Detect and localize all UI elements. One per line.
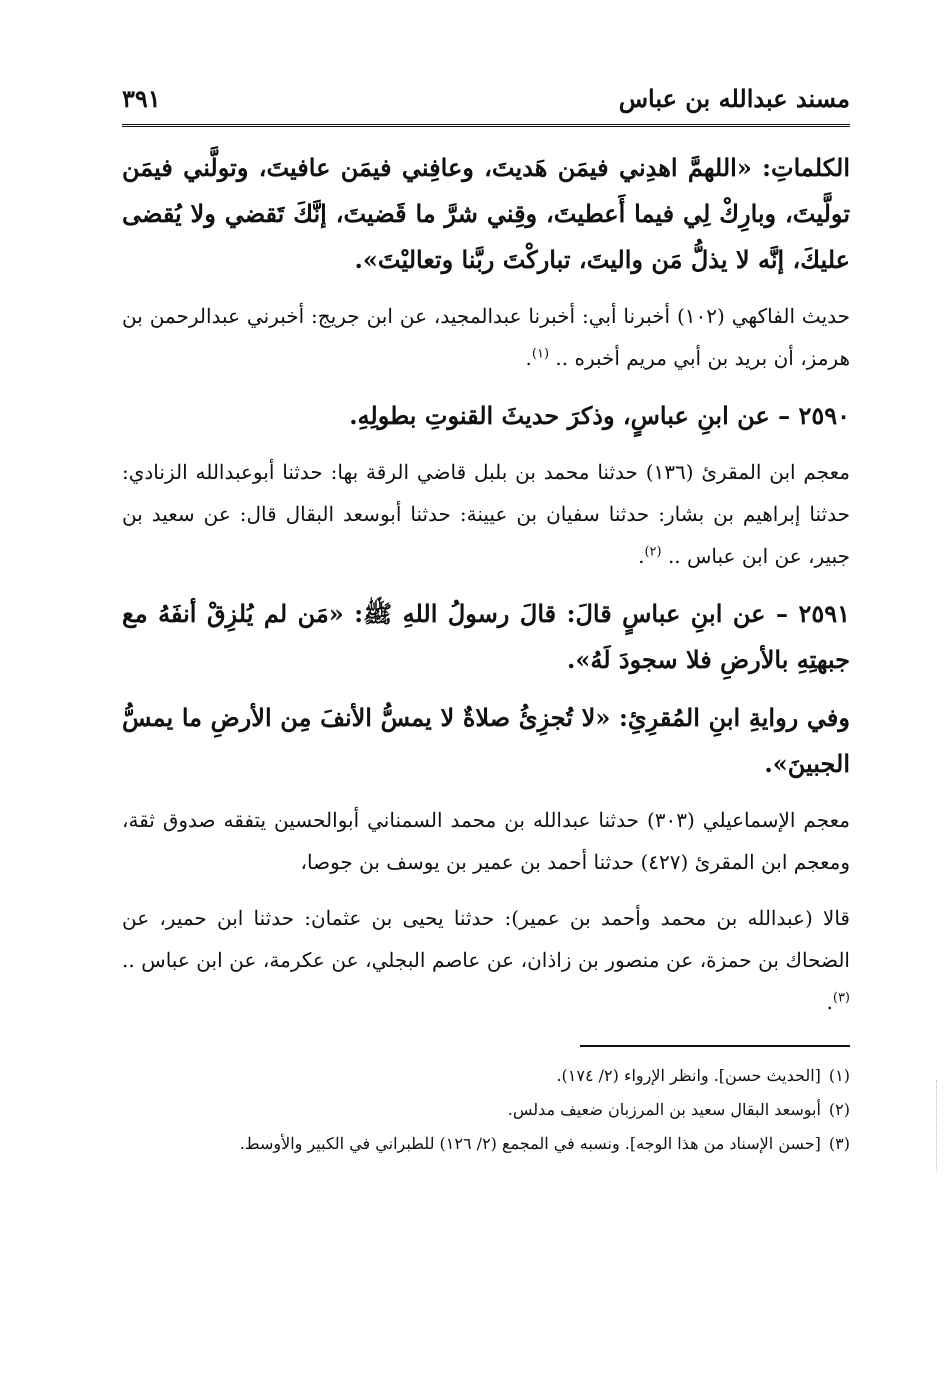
footnote-ref: (٢) xyxy=(644,544,662,560)
footnote-item xyxy=(122,1127,850,1161)
paragraph-dua-text xyxy=(122,145,850,283)
footnote-marker: (٣) xyxy=(828,1134,850,1153)
footnote-text: أبوسعد البقال سعيد بن المرزبان ضعيف مدلس. xyxy=(507,1100,821,1119)
footnote-ref: (٣) xyxy=(832,990,850,1006)
paragraph-source-ismaili xyxy=(122,799,850,883)
footnote-marker: (٢) xyxy=(828,1100,850,1119)
paragraph-text: وفي روايةِ ابنِ المُقرِئِ: «لا تُجزِئُ صلاةٌ لا يمسُّ الأنفَ مِن الأرضِ ما يمسُّ الجبينَ». xyxy=(122,703,850,778)
footnote-item xyxy=(122,1059,850,1093)
footnote-text: [حسن الإسناد من هذا الوجه]. ونسبه في المجمع (٢/ ١٢٦) للطبراني في الكبير والأوسط. xyxy=(239,1134,821,1153)
paragraph-source-muqri: معجم ابن المقرئ (١٣٦) حدثنا محمد بن بلبل قاضي الرقة بها: حدثنا أبوعبدالله الزنادي: حدثنا إبراهيم بن بشار: حدثنا سفيان بن عيينة: حدثنا أبوسعد البقال قال: عن سعيد بن جبير، عن ابن عباس .. $^{(٢)}$. xyxy=(122,460,850,568)
paragraph-text: حديث الفاكهي (١٠٢) أخبرنا أبي: أخبرنا عبدالمجيد، عن ابن جريج: أخبرني عبدالرحمن بن هرمز، أن بريد بن أبي مريم أخبره .. xyxy=(122,304,850,370)
footnotes xyxy=(122,1059,850,1161)
book-title: مسند عبدالله بن عباس xyxy=(618,84,850,113)
book-page xyxy=(122,78,850,1161)
paragraph-isnad: قالا (عبدالله بن محمد وأحمد بن عمير): حدثنا يحيى بن عثمان: حدثنا ابن حمير، عن الضحاك بن حمزة، عن منصور بن زاذان، عن عاصم البجلي، عن عكرمة، عن ابن عباس .. $^{(٣)}$. xyxy=(122,906,850,1014)
hadith-2590 xyxy=(122,393,850,439)
page-header xyxy=(122,78,850,127)
paragraph-source-fakihi: حديث الفاكهي (١٠٢) أخبرنا أبي: أخبرنا عبدالمجيد، عن ابن جريج: أخبرني عبدالرحمن بن هرمز، أن بريد بن أبي مريم أخبره .. $^{(١)}$. xyxy=(122,304,850,370)
page-body xyxy=(122,127,850,1023)
page-number: ٣٩١ xyxy=(122,84,161,113)
footnote-separator xyxy=(580,1045,850,1047)
hadith-2591 xyxy=(122,591,850,683)
paragraph-text: الكلماتِ: «اللهمَّ اهدِني فيمَن هَديتَ، وعافِني فيمَن عافيتَ، وتولَّني فيمَن تولَّيتَ، وبارِكْ لِي فيما أَعطيتَ، وقِني شرَّ ما قَضيتَ، إنَّكَ تَقضي ولا يُقضى عليكَ، إنَّه لا يذلُّ مَن واليتَ، تباركْتَ ربَّنا وتعاليْتَ». xyxy=(122,153,850,274)
paragraph-text: معجم الإسماعيلي (٣٠٣) حدثنا عبدالله بن محمد السمناني أبوالحسين يتفقه صدوق ثقة، ومعجم ابن المقرئ (٤٢٧) حدثنا أحمد بن عمير بن يوسف بن جوصا، xyxy=(122,808,850,874)
paragraph-text: ٢٥٩٠ – عن ابنِ عباسٍ، وذكرَ حديثَ القنوتِ بطولِهِ. xyxy=(349,401,850,430)
paragraph-text: قالا (عبدالله بن محمد وأحمد بن عمير): حدثنا يحيى بن عثمان: حدثنا ابن حمير، عن الضحاك بن حمزة، عن منصور بن زاذان، عن عاصم البجلي، عن عكرمة، عن ابن عباس .. xyxy=(122,906,850,972)
paragraph-muqri-riwaya xyxy=(122,695,850,787)
footnote-ref: (١) xyxy=(531,346,550,362)
footnote-text: [الحديث حسن]. وانظر الإرواء (٢/ ١٧٤). xyxy=(556,1066,821,1085)
paragraph-text: ٢٥٩١ – عن ابنِ عباسٍ قالَ: قالَ رسولُ اللهِ ﷺ: «مَن لم يُلزِقْ أنفَهُ مع جبهتِهِ بالأرضِ فلا سجودَ لَهُ». xyxy=(122,599,850,674)
footnote-marker: (١) xyxy=(828,1066,850,1085)
paragraph-text: معجم ابن المقرئ (١٣٦) حدثنا محمد بن بلبل قاضي الرقة بها: حدثنا أبوعبدالله الزنادي: حدثنا إبراهيم بن بشار: حدثنا سفيان بن عيينة: حدثنا أبوسعد البقال قال: عن سعيد بن جبير، عن ابن عباس .. xyxy=(122,460,850,568)
scan-margin-marks xyxy=(936,1080,941,1170)
footnote-item xyxy=(122,1093,850,1127)
